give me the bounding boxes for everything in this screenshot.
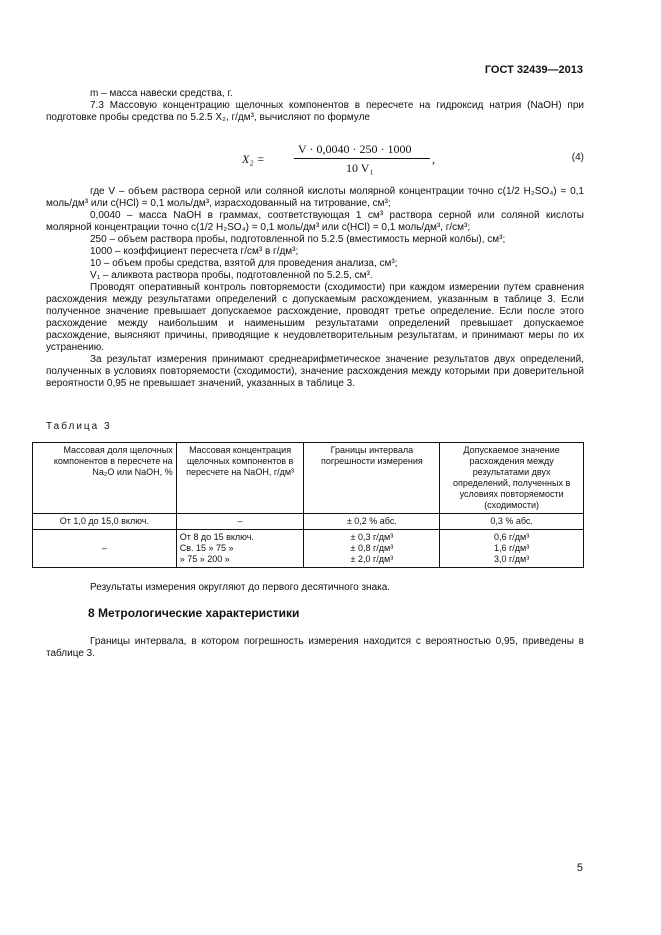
formula-denominator: 10 V₁: [346, 161, 374, 175]
def-v1: V₁ – аликвота раствора пробы, подготовленной по 5.2.5, см³.: [90, 270, 373, 281]
table-cell-multi: [304, 530, 440, 568]
section-8-title: 8 Метрологические характеристики: [88, 606, 300, 620]
formula-lhs: X₂ =: [242, 152, 265, 166]
table-cell: –: [33, 530, 177, 568]
table-cell-multi: [176, 530, 304, 568]
tolerance-line: 1,6 г/дм³: [493, 543, 530, 553]
section-8-block: [46, 636, 584, 660]
formula-number: (4): [571, 152, 584, 163]
table-header-cell: Допускаемое значение расхождения между результатами двух определений, полученных в условиях повторяемости (сходимости): [440, 443, 584, 514]
tolerance-line: 0,6 г/дм³: [493, 532, 530, 542]
table-cell: От 1,0 до 15,0 включ.: [33, 514, 177, 530]
def-v: где V – объем раствора серной или соляной кислоты молярной концентрации точно c(1/2 H₂SO₄) = 0,1 моль/дм³ или c(HCl) = 0,1 моль/дм³, израсходованный на титрование, см³;: [46, 186, 584, 209]
def-1000: 1000 – коэффициент пересчета г/см³ в г/дм³;: [90, 246, 299, 257]
m-definition: m – масса навески средства, г.: [90, 88, 233, 99]
formula-4: [46, 140, 584, 180]
control-paragraph: Проводят оперативный контроль повторяемости (сходимости) при каждом измерении путем сравнения расхождения между результатами определений с допускаемым расхождением, указанным в таблице 3. Если полученное значение превышает допускаемое расхождение, проводят третье определение. Если после этого расхождение между наибольшим и наименьшим результатами определений превышает допускаемое расхождение, выясняют причины, приводящие к неудовлетворительным результатам, и принимают меры по их устранению.: [46, 282, 584, 353]
fraction-bar: [294, 158, 430, 159]
table-header-cell: Границы интервала погрешности измерения: [304, 443, 440, 514]
range-line: » 75 » 200 »: [179, 554, 230, 564]
def-250: 250 – объем раствора пробы, подготовленной по 5.2.5 (вместимость мерной колбы), см³;: [90, 234, 506, 245]
table-cell: –: [176, 514, 304, 530]
error-line: ± 0,3 г/дм³: [350, 532, 394, 542]
intro-block: [46, 88, 584, 124]
def-0040: 0,0040 – масса NaOH в граммах, соответствующая 1 см³ раствора серной или соляной кислоты молярной концентрации точно c(1/2 H₂SO₄) = 0,1 моль/дм³ или c(HCl) = 0,1 моль/дм³, г/см³;: [46, 210, 584, 233]
error-line: ± 2,0 г/дм³: [350, 554, 394, 564]
paragraph-7-3: 7.3 Массовую концентрацию щелочных компонентов в пересчете на гидроксид натрия (NaOH) при подготовке пробы средства по 5.2.5 X₂, г/дм³, вычисляют по формуле: [46, 100, 584, 123]
table-header-row: [33, 443, 584, 514]
def-10: 10 – объем пробы средства, взятой для проведения анализа, см³;: [90, 258, 398, 269]
table-header-cell: Массовая доля щелочных компонентов в пересчете на Na₂O или NaOH, %: [33, 443, 177, 514]
rounding-block: [46, 582, 584, 594]
table-title: Таблица 3: [46, 421, 112, 432]
formula-numerator: V · 0,0040 · 250 · 1000: [298, 142, 412, 156]
table-header-cell: Массовая концентрация щелочных компонентов в пересчете на NaOH, г/дм³: [176, 443, 304, 514]
standard-header: ГОСТ 32439—2013: [484, 64, 583, 76]
page-number: 5: [576, 862, 583, 874]
table-3: [32, 442, 584, 568]
table-cell: 0,3 % абс.: [440, 514, 584, 530]
section-8-paragraph: Границы интервала, в котором погрешность измерения находится с вероятностью 0,95, приведены в таблице 3.: [46, 636, 584, 659]
definitions-block: [46, 186, 584, 390]
table-row: [33, 530, 584, 568]
rounding-paragraph: Результаты измерения округляют до первого десятичного знака.: [90, 582, 391, 593]
table-cell: ± 0,2 % абс.: [304, 514, 440, 530]
formula-comma: ,: [432, 152, 435, 166]
table-row: [33, 514, 584, 530]
tolerance-line: 3,0 г/дм³: [493, 554, 530, 564]
table-cell-multi: [440, 530, 584, 568]
result-paragraph: За результат измерения принимают среднеарифметическое значение результатов двух определений, полученных в условиях повторяемости (сходимости), значение расхождения между которыми при доверительной вероятности 0,95 не превышает значений, указанных в таблице 3.: [46, 354, 584, 389]
error-line: ± 0,8 г/дм³: [350, 543, 394, 553]
range-line: Св. 15 » 75 »: [179, 543, 234, 553]
range-line: От 8 до 15 включ.: [179, 532, 254, 542]
